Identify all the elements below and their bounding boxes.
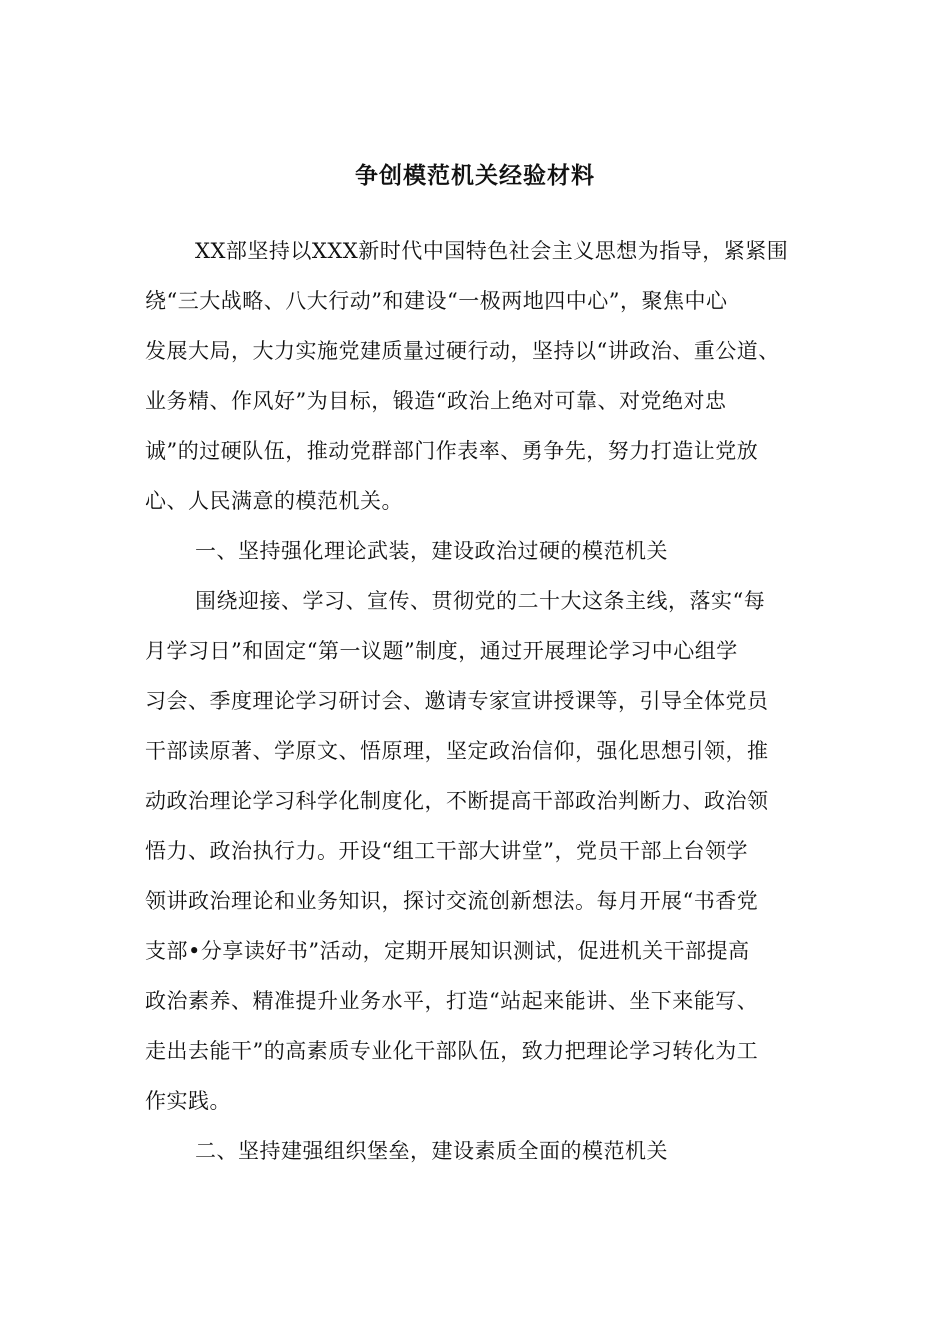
paragraph-line: 作实践。 bbox=[145, 1089, 231, 1113]
paragraph-line: XX部坚持以XXX新时代中国特色社会主义思想为指导，紧紧围 bbox=[195, 239, 789, 263]
paragraph-line: 围绕迎接、学习、宣传、贯彻党的二十大这条主线，落实“每 bbox=[195, 589, 766, 613]
section-heading: 一、坚持强化理论武装，建设政治过硬的模范机关 bbox=[195, 539, 668, 563]
paragraph-line: 干部读原著、学原文、悟原理，坚定政治信仰，强化思想引领，推 bbox=[145, 739, 769, 763]
paragraph-line: 诚”的过硬队伍，推动党群部门作表率、勇争先，努力打造让党放 bbox=[145, 439, 759, 463]
paragraph-line: 动政治理论学习科学化制度化，不断提高干部政治判断力、政治领 bbox=[145, 789, 769, 813]
paragraph-line: 走出去能干”的高素质专业化干部队伍，致力把理论学习转化为工 bbox=[145, 1039, 759, 1063]
document-title: 争创模范机关经验材料 bbox=[355, 162, 595, 189]
paragraph-line: 心、人民满意的模范机关。 bbox=[145, 489, 403, 513]
paragraph-line: 领讲政治理论和业务知识，探讨交流创新想法。每月开展“书香党 bbox=[145, 889, 759, 913]
paragraph-line: 月学习日”和固定“第一议题”制度，通过开展理论学习中心组学 bbox=[145, 639, 738, 663]
paragraph-line: 发展大局，大力实施党建质量过硬行动，坚持以“讲政治、重公道、 bbox=[145, 339, 780, 363]
paragraph-line: 政治素养、精准提升业务水平，打造“站起来能讲、坐下来能写、 bbox=[145, 989, 759, 1013]
section-heading: 二、坚持建强组织堡垒，建设素质全面的模范机关 bbox=[195, 1139, 668, 1163]
paragraph-line: 习会、季度理论学习研讨会、邀请专家宣讲授课等，引导全体党员 bbox=[145, 689, 769, 713]
paragraph-line: 支部•分享读好书”活动，定期开展知识测试，促进机关干部提高 bbox=[145, 939, 750, 963]
paragraph-line: 绕“三大战略、八大行动”和建设“一极两地四中心”，聚焦中心 bbox=[145, 289, 728, 313]
paragraph-line: 业务精、作风好”为目标，锻造“政治上绝对可靠、对党绝对忠 bbox=[145, 389, 727, 413]
paragraph-line: 悟力、政治执行力。开设“组工干部大讲堂”，党员干部上台领学 bbox=[145, 839, 748, 863]
